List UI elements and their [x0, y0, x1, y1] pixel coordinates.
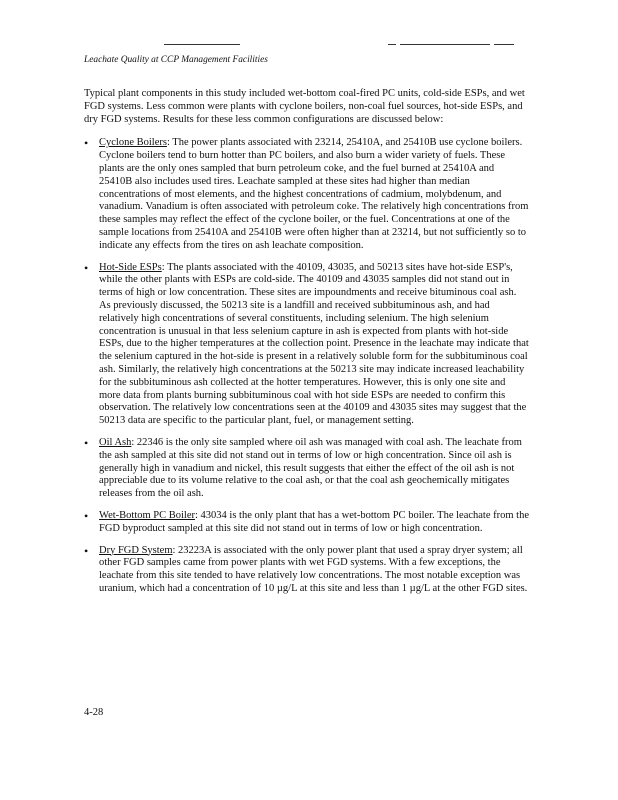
bullet-icon: • [84, 260, 89, 275]
bullet-title: Wet-Bottom PC Boiler [99, 509, 195, 521]
header-rule-right-tail [494, 44, 514, 45]
list-item-cyclone-boilers [84, 137, 529, 252]
document-body [84, 88, 529, 605]
list-item-oil-ash [84, 437, 529, 501]
bullet-title: Hot-Side ESPs [99, 261, 162, 273]
bullet-title: Cyclone Boilers [99, 137, 167, 149]
bullet-body: : 23223A is associated with the only power plant that used a spray dryer system; all other FGD samples came from power plants with wet FGD systems. With a few exceptions, the leachate from this site tended to have relatively low concentrations. The most notable exception was uranium, which had a concentration of 10 µg/L at this site and less than 1 µg/L at the other FGD sites. [99, 544, 528, 594]
header-rule-right-segment [388, 44, 396, 45]
running-header-title: Leachate Quality at CCP Management Facilities [84, 55, 268, 65]
header-rule-right [400, 44, 490, 45]
bullet-body: : The plants associated with the 40109, 43035, and 50213 sites have hot-side ESP's, while the other plants with ESPs are cold-side. The 40109 and 43035 samples did not stand out in terms of high or low concentration. These sites are impoundments and receive bituminous coal ash. As previously discussed, the 50213 site is a landfill and received subbituminous ash, and had relatively high concentrations of several constituents, including selenium. The high selenium concentration is unusual in that less selenium capture in ash is expected from plants with hot-side ESPs, due to the higher temperatures at the collection point. Presence in the leachate may indicate that the selenium captured in the hot-side is present in a relatively soluble form for the subbituminous coal ash. Similarly, the relatively high concentrations at the 50213 site may indicate increased leachability for the subbituminous ash collected at the hotter temperatures. However, this is only one site and more data from plants burning subbituminous coal with hot side ESPs are needed to confirm this observation. The relatively low concentrations seen at the 40109 and 43035 sites may suggest that the 50213 data are specific to the particular plant, fuel, or management setting. [99, 261, 529, 427]
bullet-icon: • [84, 435, 89, 450]
configuration-list [84, 137, 529, 595]
bullet-body: : 22346 is the only site sampled where oil ash was managed with coal ash. The leachate from the ash sampled at this site did not stand out in terms of low or high concentration. Since oil ash is generally high in vanadium and nickel, this result suggests that either the effect of the oil ash is not appreciable due to its volume relative to the coal ash, or that the coal ash geochemically mitigates releases from the oil ash. [99, 436, 522, 500]
bullet-icon: • [84, 543, 89, 558]
header-rule-left [164, 44, 240, 45]
bullet-title: Oil Ash [99, 436, 132, 448]
page-number: 4-28 [84, 707, 104, 718]
bullet-body: : 43034 is the only plant that has a wet-bottom PC boiler. The leachate from the FGD byproduct sampled at this site did not stand out in terms of low or high concentration. [99, 509, 529, 534]
bullet-icon: • [84, 136, 89, 151]
intro-paragraph: Typical plant components in this study included wet-bottom coal-fired PC units, cold-side ESPs, and wet FGD systems. Less common were plants with cyclone boilers, non-coal fuel sources, hot-side ESPs, and dry FGD systems. Results for these less common configurations are discussed below: [84, 88, 525, 125]
bullet-icon: • [84, 508, 89, 523]
bullet-title: Dry FGD System [99, 544, 173, 556]
list-item-dry-fgd-system [84, 545, 529, 596]
bullet-body: : The power plants associated with 23214, 25410A, and 25410B use cyclone boilers. Cyclone boilers tend to burn hotter than PC boilers, and also burn a wider variety of fuels. These plants are the only ones sampled that burn petroleum coke, and the fuel burned at 25410A and 25410B also includes used tires. Leachate sampled at these sites had higher than median concentrations of most elements, and the highest concentrations of cadmium, molybdenum, and vanadium. Vanadium is often associated with petroleum coke. The relatively high concentrations from these samples may reflect the effect of the cyclone boiler, or the fuel. Concentrations at one of the sample locations from 25410A and 25410B were often higher than at 23214, but not sufficiently so to indicate any effects from the tires on ash leachate composition. [99, 137, 529, 251]
list-item-hot-side-esps [84, 262, 529, 428]
list-item-wet-bottom-pc-boiler [84, 510, 529, 536]
